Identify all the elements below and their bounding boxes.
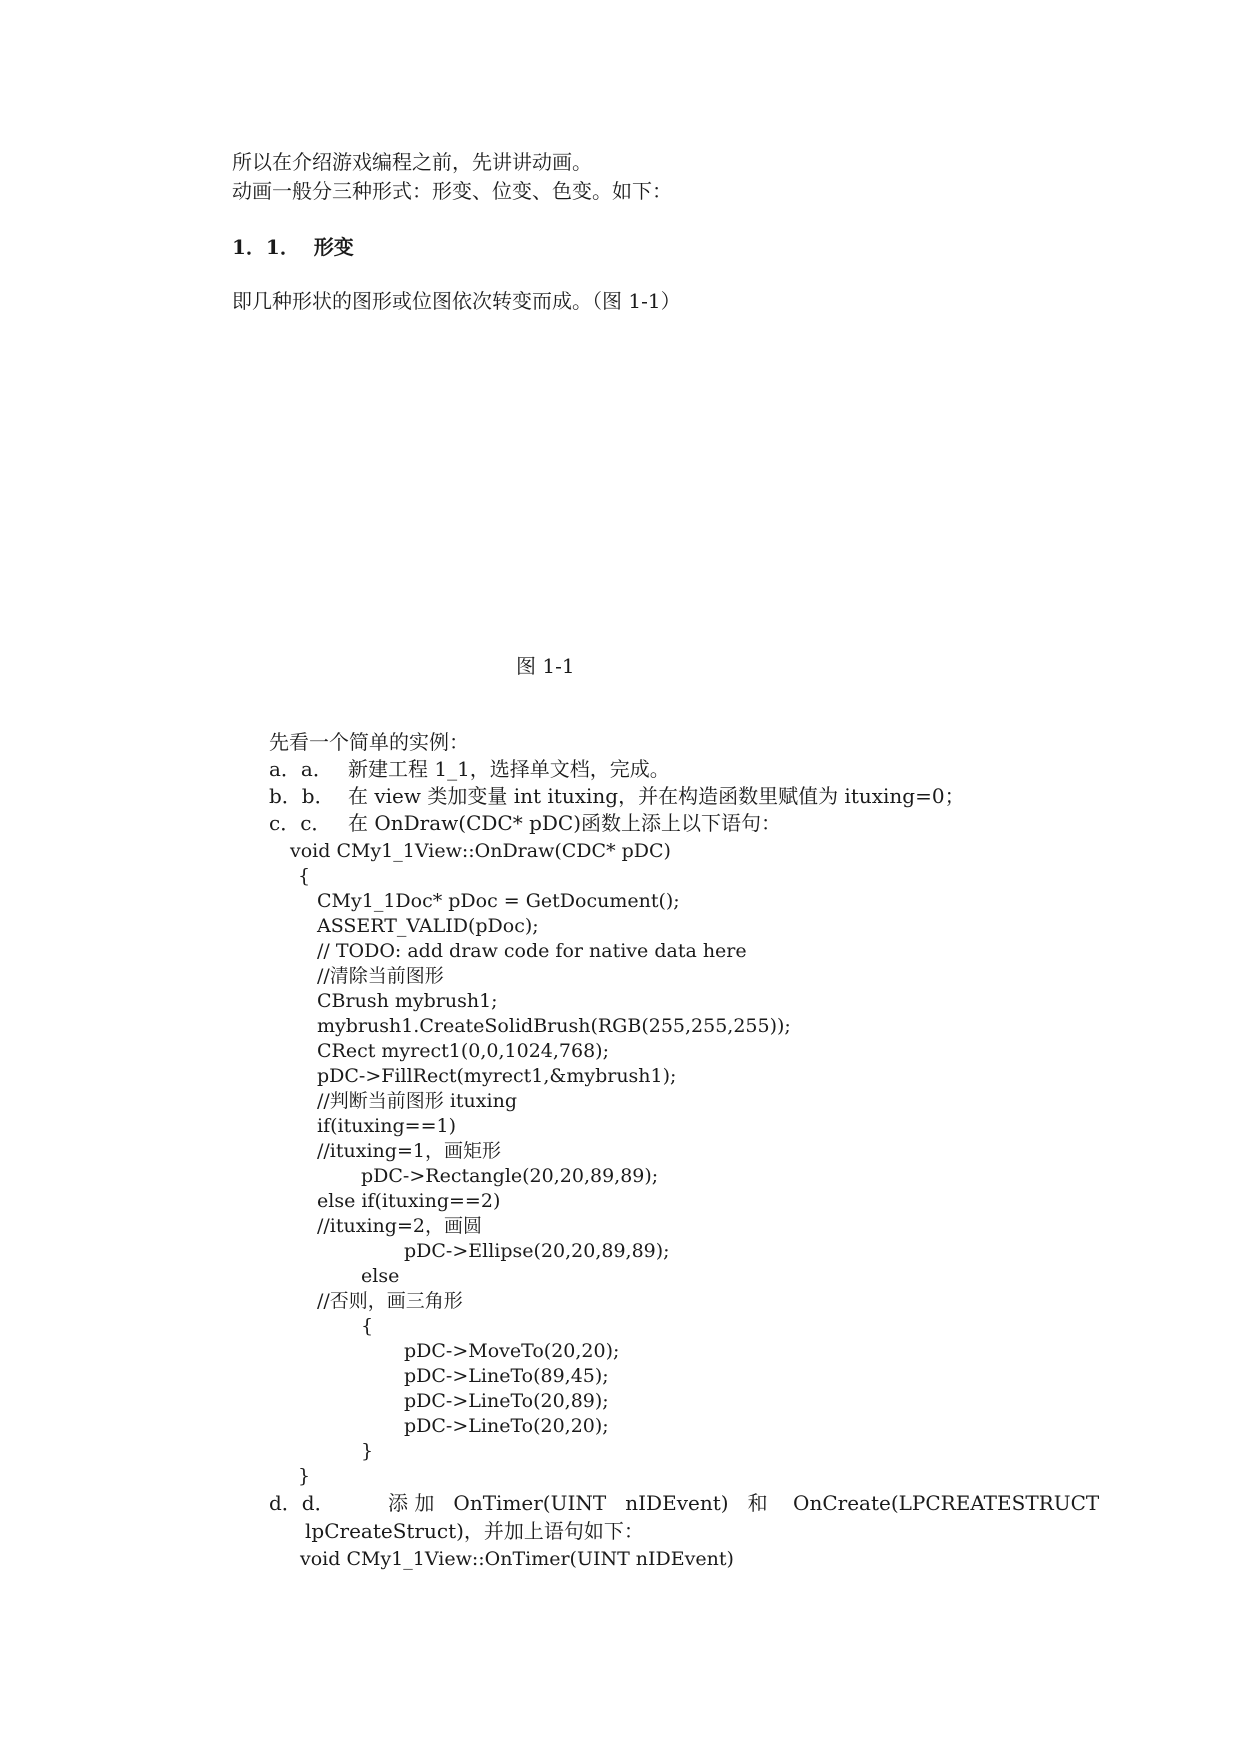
code-line: void CMy1_1View::OnDraw(CDC* pDC) [290, 840, 671, 862]
code-line: pDC->LineTo(89,45); [404, 1365, 609, 1387]
code-line: pDC->MoveTo(20,20); [404, 1340, 620, 1362]
code-line: //判断当前图形 ituxing [317, 1090, 517, 1112]
code-line: pDC->Rectangle(20,20,89,89); [361, 1165, 659, 1187]
step-d-text-line-2: lpCreateStruct)，并加上语句如下： [305, 1519, 644, 1543]
code-line: //清除当前图形 [317, 965, 444, 987]
step-b-text: 在 view 类加变量 int ituxing，并在构造函数里赋值为 ituxing=0； [348, 784, 965, 808]
code-line: pDC->LineTo(20,20); [404, 1415, 609, 1437]
code-line: pDC->Ellipse(20,20,89,89); [404, 1240, 670, 1262]
section-description: 即几种形状的图形或位图依次转变而成。（图 1-1） [232, 289, 681, 313]
step-c-text: 在 OnDraw(CDC* pDC)函数上添上以下语句： [348, 811, 782, 835]
code-line: { [361, 1315, 374, 1337]
step-a-marker: a．a． [269, 757, 333, 781]
code-line: CRect myrect1(0,0,1024,768); [317, 1040, 609, 1062]
figure-placeholder [232, 330, 1012, 630]
code-line: // TODO: add draw code for native data here [317, 940, 747, 962]
step-d-code: void CMy1_1View::OnTimer(UINT nIDEvent) [300, 1548, 734, 1570]
code-line: else [361, 1265, 400, 1287]
code-line: CMy1_1Doc* pDoc = GetDocument(); [317, 890, 680, 912]
code-line: else if(ituxing==2) [317, 1190, 501, 1212]
code-line: //ituxing=2，画圆 [317, 1215, 482, 1237]
code-line: //否则，画三角形 [317, 1290, 463, 1312]
code-line: } [361, 1440, 374, 1462]
figure-caption: 图 1-1 [516, 654, 575, 678]
example-lead: 先看一个简单的实例： [269, 730, 469, 754]
step-b-marker: b．b． [269, 784, 335, 808]
step-c-marker: c．c． [269, 811, 332, 835]
step-d-text-line-1: 添 加 OnTimer(UINT nIDEvent) 和 OnCreate(LPCREATESTRUCT [388, 1491, 1100, 1515]
code-line: mybrush1.CreateSolidBrush(RGB(255,255,255)); [317, 1015, 791, 1037]
code-line: //ituxing=1，画矩形 [317, 1140, 501, 1162]
intro-line-1: 所以在介绍游戏编程之前，先讲讲动画。 [232, 150, 592, 174]
intro-line-2: 动画一般分三种形式：形变、位变、色变。如下： [232, 179, 672, 203]
code-line: pDC->FillRect(myrect1,&mybrush1); [317, 1065, 677, 1087]
code-line: pDC->LineTo(20,89); [404, 1390, 609, 1412]
code-line: if(ituxing==1) [317, 1115, 457, 1137]
code-line: ASSERT_VALID(pDoc); [317, 915, 539, 937]
code-line: CBrush mybrush1; [317, 990, 498, 1012]
code-line: { [298, 865, 311, 887]
code-line: } [298, 1465, 311, 1487]
step-d-marker: d．d． [269, 1491, 335, 1515]
step-a-text: 新建工程 1_1，选择单文档，完成。 [348, 757, 670, 781]
section-heading: 1．1． 形变 [232, 235, 354, 259]
